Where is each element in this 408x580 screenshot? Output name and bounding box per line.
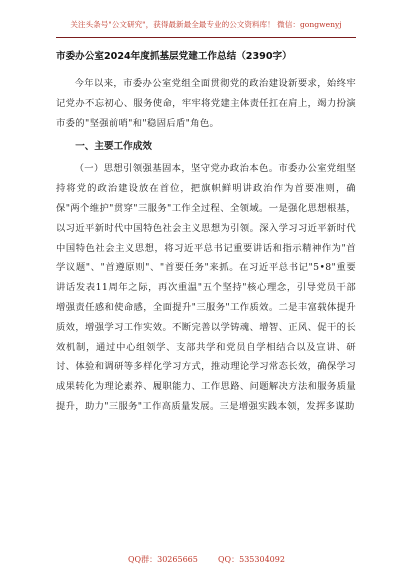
body-paragraph: （一）思想引领强基固本，坚守党办政治本色。市委办公室党组坚持将党的政治建设放在首位，把旗帜鲜明讲政治作为首要准则，确保"两个维护"贯穿"三服务"工作全过程、全领域。一是强化思想根基，以习近平新时代中国特色社会主义思想为引领。深入学习习近平新时代中国特色社会主义思想，将习近平总书记重要讲话和指示精神作为"首学议题"、"首遵原则"、"首要任务"来抓。在习近平总书记"5•8"重要讲话发表11周年之际，再次重温"五个坚持"核心理念，引导党员干部增强责任感和使命感，全面提升"三服务"工作质效。二是丰富载体提升质效，增强学习工作实效。不断完善以学铸魂、增智、正风、促干的长效机制，通过中心组领学、支部共学和党员自学相结合以及宣讲、研讨、体验和调研等多样化学习方式，推动理论学习常态长效，确保学习成果转化为理论素养、履职能力、工作思路、问题解决方法和服务质量提升，助力"三服务"工作高质量发展。三是增强实践本领，发挥多谋助 [56, 163, 356, 412]
document-body [56, 50, 356, 417]
intro-paragraph: 今年以来，市委办公室党组全面贯彻党的政治建设新要求，始终牢记党办不忘初心、服务使命，牢牢将党建主体责任扛在肩上，竭力扮演市委的"坚强前哨"和"稳固后盾"角色。 [56, 78, 356, 129]
section-heading: 一、主要工作成效 [75, 141, 152, 153]
header-banner: 关注头条号"公文研究"，获得最新最全最专业的公文资料库！ 微信：gongwenyj [70, 20, 342, 29]
footer-contact [56, 553, 356, 567]
header-divider [56, 37, 356, 38]
document-title: 市委办公室2024年度抓基层党建工作总结（2390字） [56, 51, 292, 62]
footer-qq: QQ：535304092 [218, 555, 285, 564]
footer-qq-group: QQ群：30265665 [128, 555, 198, 564]
